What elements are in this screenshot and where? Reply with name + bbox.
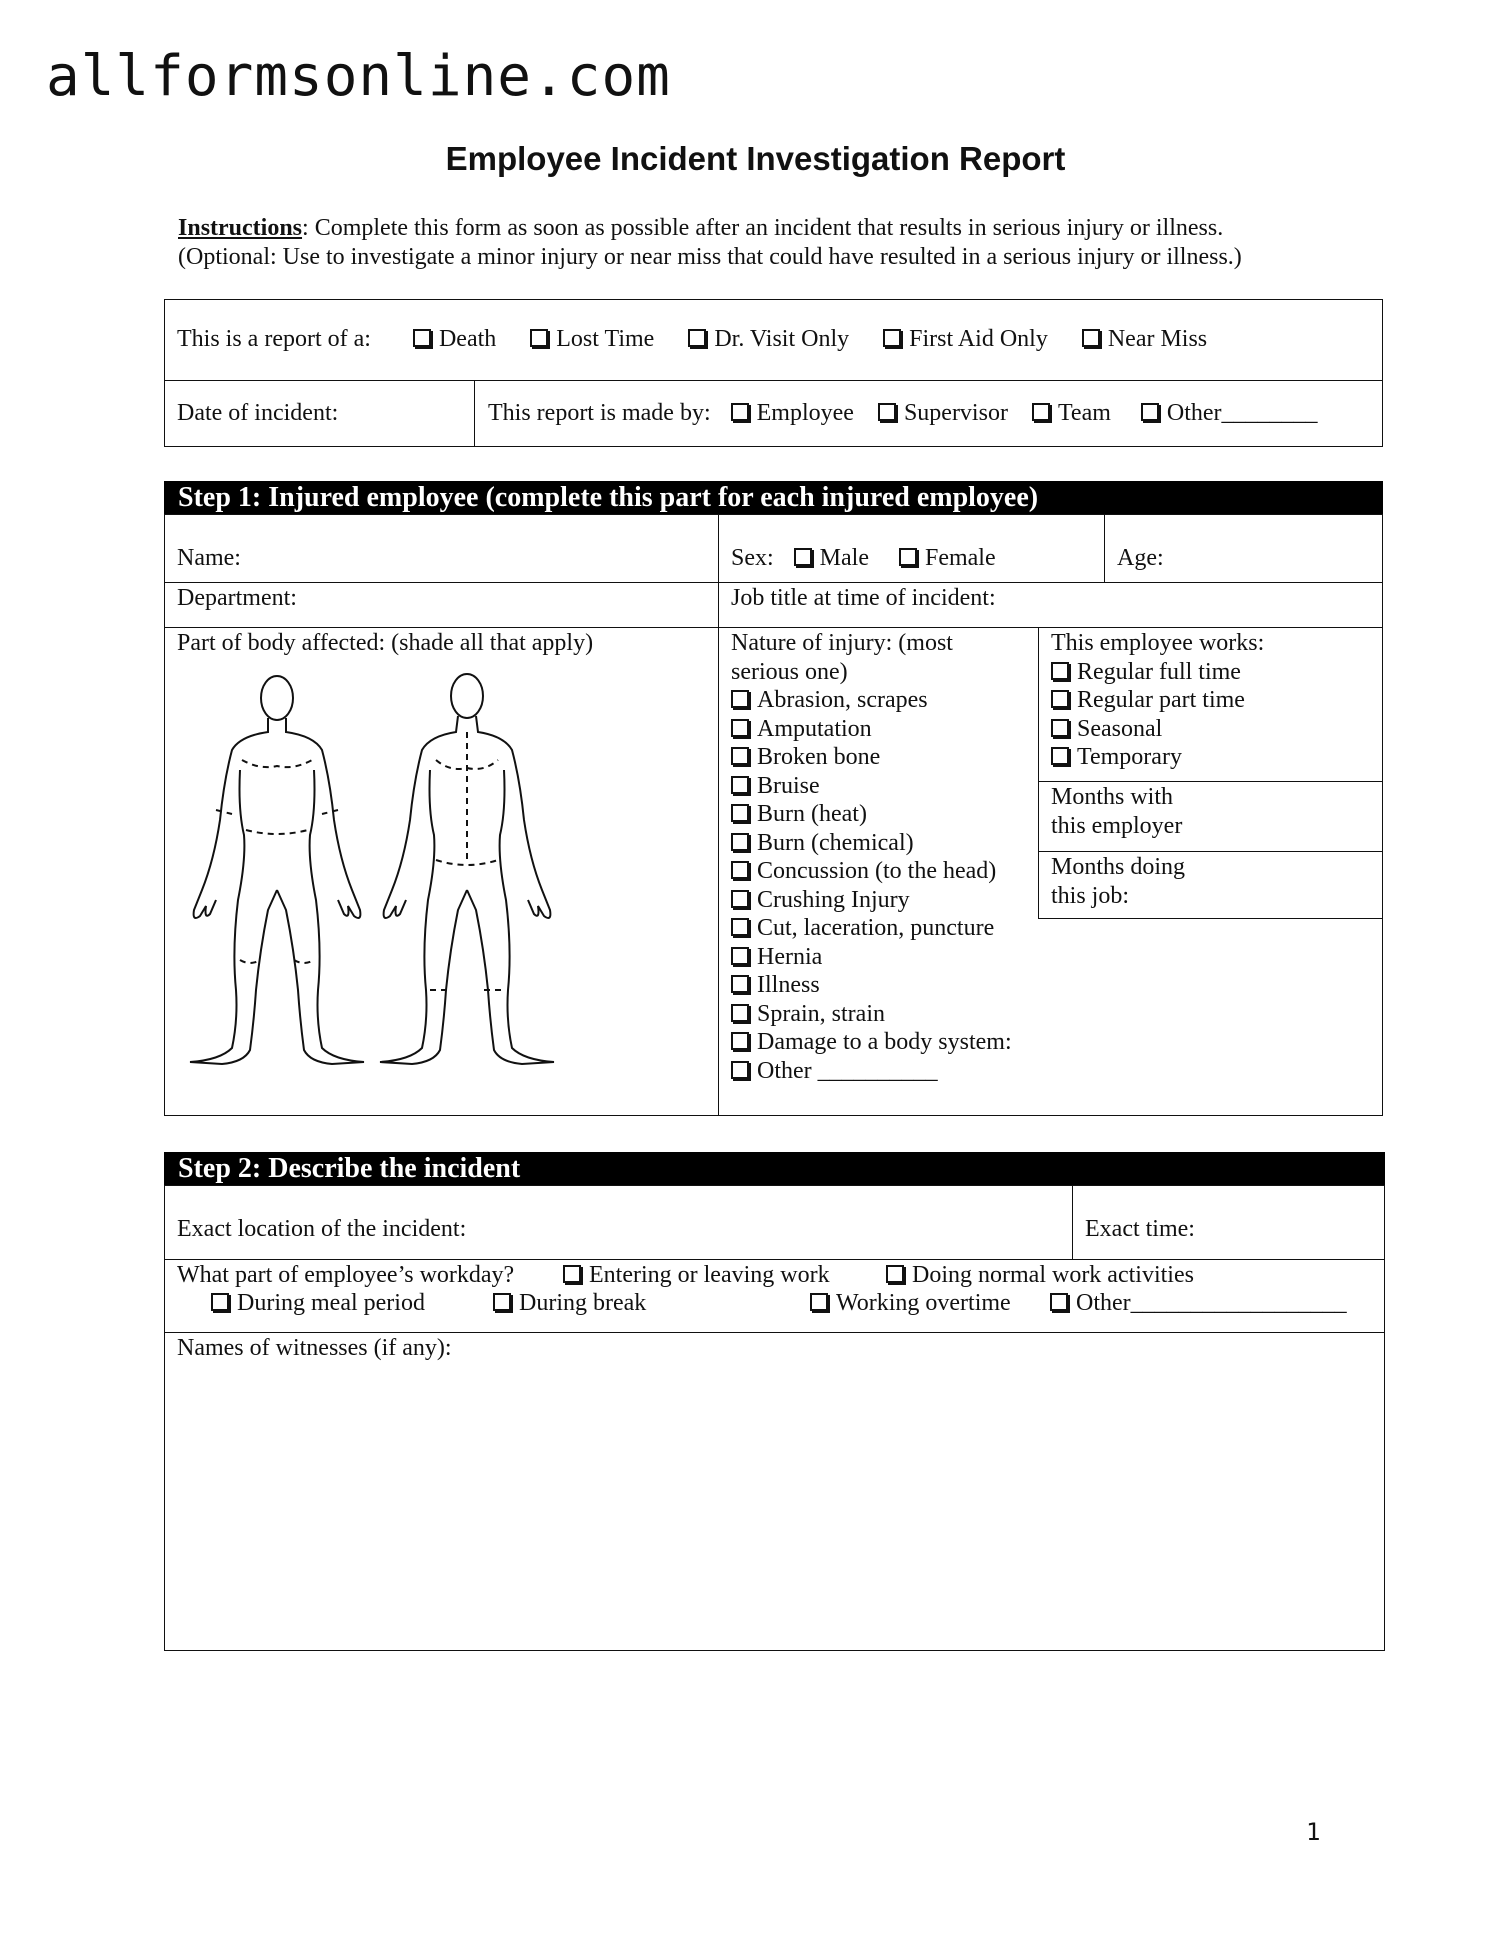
- report-dr-visit-checkbox[interactable]: Dr. Visit Only: [688, 326, 849, 352]
- sex-female-checkbox[interactable]: Female: [899, 545, 996, 571]
- nature-option-crushing[interactable]: Crushing Injury: [731, 886, 1012, 915]
- checkbox-icon: [886, 1265, 904, 1283]
- exact-location-field[interactable]: Exact location of the incident:: [177, 1216, 467, 1242]
- checkbox-icon: [731, 1032, 749, 1050]
- divider: [1072, 1185, 1073, 1259]
- divider: [164, 627, 1383, 628]
- checkbox-icon: [1141, 403, 1159, 421]
- checkbox-icon: [1050, 1293, 1068, 1311]
- checkbox-icon: [731, 918, 749, 936]
- works-part-time-checkbox[interactable]: Regular part time: [1051, 686, 1264, 715]
- checkbox-icon: [731, 747, 749, 765]
- job-title-field[interactable]: Job title at time of incident:: [731, 585, 996, 611]
- nature-option-burn-chemical[interactable]: Burn (chemical): [731, 829, 1012, 858]
- sex-row: [731, 544, 996, 572]
- step2-header: Step 2: Describe the incident: [164, 1152, 1385, 1186]
- watermark: allformsonline.com: [46, 44, 671, 109]
- date-of-incident-field[interactable]: Date of incident:: [177, 400, 339, 426]
- made-by-other-checkbox[interactable]: Other________: [1141, 400, 1318, 426]
- divider: [718, 514, 719, 1116]
- checkbox-icon: [731, 1004, 749, 1022]
- instructions-line1: : Complete this form as soon as possible after an incident that results in serious injury or illness.: [302, 215, 1224, 241]
- checkbox-icon: [563, 1265, 581, 1283]
- divider: [164, 1259, 1385, 1260]
- page-title: Employee Incident Investigation Report: [445, 140, 1066, 177]
- instructions: [178, 214, 1242, 272]
- witnesses-field[interactable]: Names of witnesses (if any):: [177, 1335, 452, 1361]
- checkbox-icon: [731, 833, 749, 851]
- months-employer-label-1: Months with: [1051, 784, 1174, 810]
- nature-option-broken-bone[interactable]: Broken bone: [731, 743, 1012, 772]
- checkbox-icon: [731, 804, 749, 822]
- checkbox-icon: [731, 776, 749, 794]
- nature-of-injury-list: [731, 629, 1012, 1085]
- checkbox-icon: [731, 947, 749, 965]
- body-diagram[interactable]: [180, 660, 580, 1070]
- report-lost-time-checkbox[interactable]: Lost Time: [530, 326, 654, 352]
- nature-option-sprain[interactable]: Sprain, strain: [731, 1000, 1012, 1029]
- exact-time-field[interactable]: Exact time:: [1085, 1216, 1195, 1242]
- workday-overtime-checkbox[interactable]: Working overtime: [810, 1289, 1011, 1317]
- works-label: This employee works:: [1051, 630, 1265, 656]
- checkbox-icon: [530, 329, 548, 347]
- checkbox-icon: [731, 890, 749, 908]
- nature-option-illness[interactable]: Illness: [731, 971, 1012, 1000]
- checkbox-icon: [731, 719, 749, 737]
- months-employer-label-2: this employer: [1051, 812, 1183, 839]
- report-near-miss-checkbox[interactable]: Near Miss: [1082, 326, 1207, 352]
- checkbox-icon: [794, 548, 812, 566]
- divider: [164, 380, 1383, 381]
- nature-option-bruise[interactable]: Bruise: [731, 772, 1012, 801]
- checkbox-icon: [493, 1293, 511, 1311]
- works-seasonal-checkbox[interactable]: Seasonal: [1051, 715, 1264, 744]
- sex-male-checkbox[interactable]: Male: [794, 545, 869, 571]
- checkbox-icon: [1051, 662, 1069, 680]
- divider: [474, 380, 475, 447]
- nature-option-burn-heat[interactable]: Burn (heat): [731, 800, 1012, 829]
- nature-option-concussion[interactable]: Concussion (to the head): [731, 857, 1012, 886]
- step2-box: [164, 1185, 1385, 1651]
- instructions-line2: (Optional: Use to investigate a minor injury or near miss that could have resulted in a serious injury or illness.): [178, 244, 1242, 270]
- checkbox-icon: [731, 1061, 749, 1079]
- works-full-time-checkbox[interactable]: Regular full time: [1051, 658, 1264, 687]
- made-by-label: This report is made by:: [488, 400, 711, 426]
- name-field[interactable]: Name:: [177, 545, 241, 571]
- workday-entering-checkbox[interactable]: Entering or leaving work: [563, 1261, 830, 1289]
- checkbox-icon: [1051, 719, 1069, 737]
- workday-meal-checkbox[interactable]: During meal period: [211, 1289, 425, 1317]
- checkbox-icon: [1032, 403, 1050, 421]
- checkbox-icon: [688, 329, 706, 347]
- divider: [1038, 851, 1383, 852]
- divider: [164, 582, 1383, 583]
- age-field[interactable]: Age:: [1117, 545, 1164, 571]
- nature-option-hernia[interactable]: Hernia: [731, 943, 1012, 972]
- step1-header: Step 1: Injured employee (complete this part for each injured employee): [164, 481, 1383, 515]
- workday-normal-checkbox[interactable]: Doing normal work activities: [886, 1261, 1194, 1289]
- instructions-label: Instructions: [178, 215, 303, 241]
- divider: [1104, 514, 1105, 582]
- sex-label: Sex:: [731, 545, 774, 571]
- report-type-row: [177, 325, 1235, 353]
- body-part-label: Part of body affected: (shade all that apply): [177, 630, 594, 656]
- page-number: 1: [1306, 1818, 1321, 1846]
- nature-label-1: Nature of injury: (most: [731, 630, 953, 656]
- months-job-label-2: this job:: [1051, 882, 1130, 909]
- nature-label-2: serious one): [731, 658, 848, 685]
- months-job-label-1: Months doing: [1051, 854, 1186, 880]
- checkbox-icon: [1051, 690, 1069, 708]
- nature-option-body-system[interactable]: Damage to a body system:: [731, 1028, 1012, 1057]
- made-by-row: [488, 399, 1318, 427]
- report-type-label: This is a report of a:: [177, 326, 371, 352]
- checkbox-icon: [413, 329, 431, 347]
- employment-type-list: [1051, 629, 1264, 772]
- workday-other-checkbox[interactable]: Other__________________: [1050, 1289, 1347, 1317]
- checkbox-icon: [731, 403, 749, 421]
- made-by-supervisor-checkbox[interactable]: Supervisor: [878, 400, 1008, 426]
- divider: [1038, 627, 1039, 918]
- divider: [164, 1332, 1385, 1333]
- divider: [1038, 918, 1383, 919]
- checkbox-icon: [810, 1293, 828, 1311]
- nature-option-amputation[interactable]: Amputation: [731, 715, 1012, 744]
- divider: [1038, 781, 1383, 782]
- department-field[interactable]: Department:: [177, 585, 297, 611]
- checkbox-icon: [731, 975, 749, 993]
- checkbox-icon: [899, 548, 917, 566]
- nature-option-abrasion[interactable]: Abrasion, scrapes: [731, 686, 1012, 715]
- checkbox-icon: [1051, 747, 1069, 765]
- body-front-figure[interactable]: [190, 676, 364, 1064]
- checkbox-icon: [731, 861, 749, 879]
- checkbox-icon: [211, 1293, 229, 1311]
- checkbox-icon: [731, 690, 749, 708]
- works-temporary-checkbox[interactable]: Temporary: [1051, 743, 1264, 772]
- checkbox-icon: [1082, 329, 1100, 347]
- body-back-figure[interactable]: [380, 674, 554, 1064]
- months-with-employer-field[interactable]: [1051, 783, 1182, 840]
- report-death-checkbox[interactable]: Death: [413, 326, 496, 352]
- checkbox-icon: [883, 329, 901, 347]
- workday-label: What part of employee’s workday?: [177, 1262, 515, 1288]
- report-first-aid-checkbox[interactable]: First Aid Only: [883, 326, 1048, 352]
- workday-break-checkbox[interactable]: During break: [493, 1289, 646, 1317]
- made-by-employee-checkbox[interactable]: Employee: [731, 400, 854, 426]
- nature-option-other[interactable]: Other __________: [731, 1057, 1012, 1086]
- months-doing-job-field[interactable]: [1051, 853, 1185, 910]
- nature-option-cut[interactable]: Cut, laceration, puncture: [731, 914, 1012, 943]
- made-by-team-checkbox[interactable]: Team: [1032, 400, 1111, 426]
- checkbox-icon: [878, 403, 896, 421]
